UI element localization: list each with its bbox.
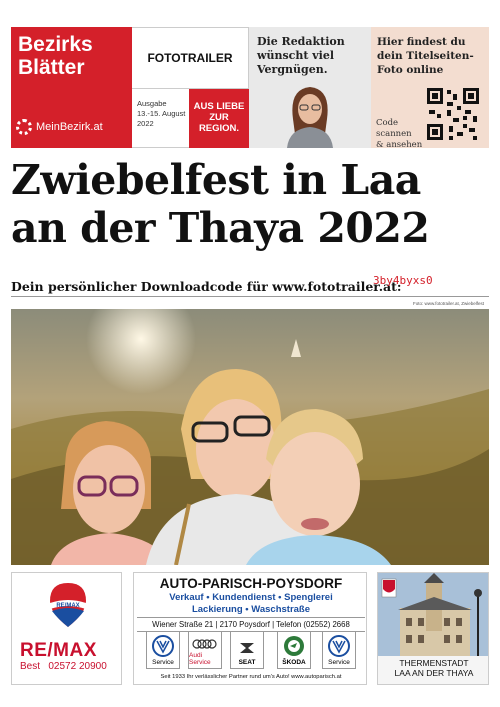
bezirksblaetter-logo bbox=[11, 27, 132, 148]
qr-code-icon[interactable] bbox=[425, 86, 481, 142]
download-text: Dein persönlicher Downloadcode für www.fototrailer.at: bbox=[11, 279, 402, 294]
auto-services-1: Verkauf • Kundendienst • Spenglerei bbox=[169, 592, 333, 603]
auto-address: Wiener Straße 21 | 2170 Poysdorf | Telefon (02552) 2668 bbox=[137, 617, 365, 632]
remax-balloon-icon bbox=[48, 581, 88, 631]
remax-logo-text: RE/MAX bbox=[56, 603, 80, 609]
editor-portrait bbox=[279, 79, 341, 148]
issue-info: Ausgabe 13.-15. August 2022 bbox=[132, 89, 189, 148]
audi-logo-icon bbox=[192, 638, 218, 650]
download-code[interactable]: 3by4byxs0 bbox=[373, 274, 433, 287]
thermenstadt-ad[interactable] bbox=[377, 572, 489, 685]
auto-services-2: Lackierung • Waschstraße bbox=[191, 604, 311, 615]
scan-hint: Code scannen & ansehen bbox=[376, 118, 423, 150]
titelseite-text: Hier findest du dein Titelseiten- Foto online bbox=[377, 36, 474, 76]
page-title: Zwiebelfest in Laa an der Thaya 2022 bbox=[11, 156, 430, 252]
remax-ad[interactable] bbox=[11, 572, 122, 685]
titelseite-box bbox=[371, 27, 489, 148]
skoda-logo-icon bbox=[283, 635, 305, 657]
slogan-box: AUS LIEBE ZUR REGION. bbox=[189, 89, 249, 148]
seat-brand: SEAT bbox=[230, 631, 264, 669]
skoda-brand: ŠKODA bbox=[277, 631, 311, 669]
vw-logo-icon bbox=[152, 635, 174, 657]
logo-title: Bezirks Blätter bbox=[18, 33, 93, 79]
auto-footer: Seit 1933 Ihr verlässlicher Partner rund um's Auto! www.autoparisch.at bbox=[160, 674, 342, 680]
city-hall-image bbox=[378, 573, 489, 656]
fototrailer-label: FOTOTRAILER bbox=[132, 27, 249, 89]
vw-nutzfahrzeuge-brand: Service bbox=[322, 631, 356, 669]
seat-logo-icon bbox=[238, 639, 256, 657]
city-caption: THERMENSTADT LAA AN DER THAYA bbox=[378, 656, 489, 684]
vw-nutzfahrzeuge-logo-icon bbox=[328, 635, 350, 657]
meinbezirk-logo: MeinBezirk.at bbox=[16, 119, 103, 135]
audi-brand: Audi Service bbox=[188, 631, 222, 669]
divider bbox=[11, 296, 489, 297]
remax-brand: RE/MAX bbox=[20, 640, 97, 661]
auto-title: AUTO-PARISCH-POYSDORF bbox=[159, 576, 343, 591]
redaktion-text: Die Redaktion wünscht viel Vergnügen. bbox=[257, 35, 345, 76]
remax-contact: Best 02572 20900 bbox=[20, 661, 107, 672]
auto-parisch-ad[interactable] bbox=[133, 572, 367, 685]
meinbezirk-icon bbox=[16, 119, 32, 135]
vw-brand: Service bbox=[146, 631, 180, 669]
redaktion-box bbox=[249, 27, 371, 148]
event-photo bbox=[11, 309, 489, 565]
photo-credit: Foto: www.fototrailer.at, Zwiebelfest bbox=[413, 301, 485, 306]
